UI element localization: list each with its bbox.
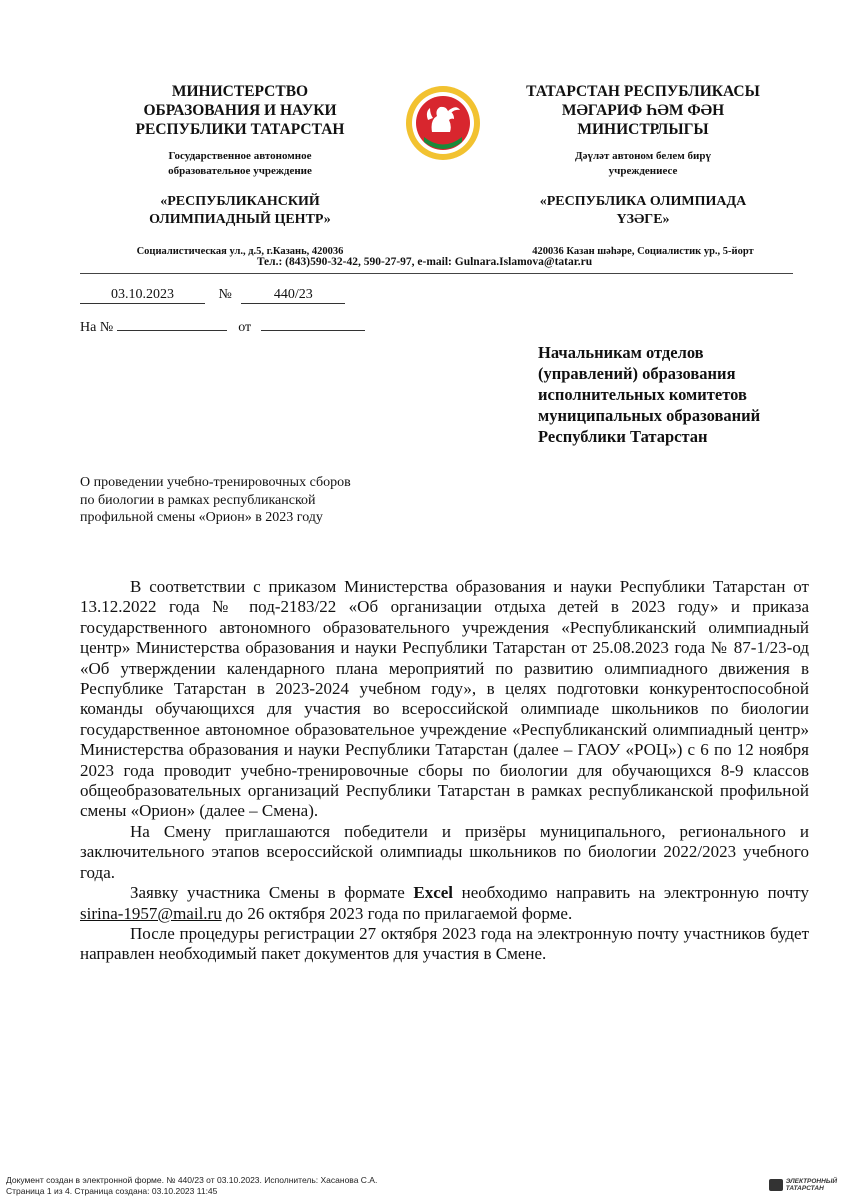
ministry-name-tt: ТАТАРСТАН РЕСПУБЛИКАСЫ МӘГАРИФ ҺӘМ ФӘН МИНИСТРЛЫГЫ	[526, 83, 760, 138]
reference-date	[261, 330, 365, 331]
p3-excel-bold: Excel	[413, 883, 454, 903]
addressee: Начальникам отделов (управлений) образования исполнительных комитетов муниципальных образований Республики Татарстан	[538, 343, 761, 446]
logo-line-1: ЭЛЕКТРОННЫЙ	[785, 1178, 837, 1185]
registration-date: 03.10.2023	[80, 287, 205, 304]
contacts-line: Тел.: (843)590-32-42, 590-27-97, e-mail: Gulnara.Islamova@tatar.ru	[256, 256, 593, 268]
registration-number-label: №	[218, 287, 232, 302]
reference-label: На №	[80, 320, 114, 335]
reference-from-label: от	[238, 320, 252, 335]
institution-type-tt: Дәүләт автоном белем бирү учреждениесе	[575, 150, 711, 177]
electronic-tatarstan-logo	[769, 1178, 837, 1192]
tatarstan-emblem-icon	[404, 82, 482, 164]
footer-line-2: Страница 1 из 4. Страница создана: 03.10.2023 11:45	[6, 1186, 218, 1196]
body-paragraph-2: На Смену приглашаются победители и призёры муниципального, регионального и заключительного этапов всероссийской олимпиады школьников по биологии 2022/2023 учебного года.	[80, 821, 809, 882]
ministry-name-ru: МИНИСТЕРСТВО ОБРАЗОВАНИЯ И НАУКИ РЕСПУБЛИКИ ТАТАРСТАН	[135, 83, 345, 138]
reference-line	[80, 320, 365, 336]
header-divider	[80, 273, 793, 274]
registration-number: 440/23	[241, 287, 345, 304]
address-tt: 420036 Казан шәһәре, Социалистик ур., 5-йорт	[532, 246, 754, 257]
address-ru: Социалистическая ул., д.5, г.Казань, 420036	[136, 246, 344, 257]
header-left-block	[90, 82, 390, 258]
p3-text-b: необходимо направить на электронную почту	[453, 883, 809, 903]
reference-number	[117, 330, 227, 331]
letter-body	[80, 577, 809, 965]
institution-name-ru: «РЕСПУБЛИКАНСКИЙ ОЛИМПИАДНЫЙ ЦЕНТР»	[149, 194, 331, 227]
registration-line	[80, 287, 345, 304]
logo-line-2: ТАТАРСТАН	[785, 1185, 824, 1192]
document-footer	[6, 1175, 377, 1197]
institution-name-tt: «РЕСПУБЛИКА ОЛИМПИАДА ҮЗӘГЕ»	[539, 194, 747, 227]
body-paragraph-4: После процедуры регистрации 27 октября 2023 года на электронную почту участников будет направлен необходимый пакет документов для участия в Смене.	[80, 923, 809, 964]
institution-type-ru: Государственное автономное образовательное учреждение	[168, 150, 312, 177]
p3-text-c: до 26 октября 2023 года по прилагаемой форме.	[221, 903, 573, 923]
subject: О проведении учебно-тренировочных сборов по биологии в рамках республиканской профильной смены «Орион» в 2023 году	[80, 475, 351, 525]
email-link[interactable]: sirina-1957@mail.ru	[80, 903, 222, 923]
header-right-block	[478, 82, 808, 258]
p3-text-a: Заявку участника Смены в формате	[130, 883, 414, 903]
footer-line-1: Документ создан в электронной форме. № 440/23 от 03.10.2023. Исполнитель: Хасанова С.А.	[6, 1175, 378, 1185]
body-paragraph-3	[80, 883, 809, 924]
body-paragraph-1: В соответствии с приказом Министерства образования и науки Республики Татарстан от 13.12.2022 года № под-2183/22 «Об организации отдыха детей в 2023 году» и приказа государственного автономного образовательного учреждения «Республиканский олимпиадный центр» Министерства образования и науки Республики Татарстан от 25.08.2023 года № 87-1/23-од «Об утверждении календарного плана мероприятий по развитию олимпиадного движения в Республике Татарстан в 2023-2024 учебном году», в целях подготовки конкурентоспособной команды обучающихся для участия во всероссийской олимпиаде школьников по биологии государственное автономное образовательное учреждение «Республиканский олимпиадный центр» Министерства образования и науки Республики Татарстан (далее – ГАОУ «РОЦ») с 6 по 12 ноября 2023 года проводит учебно-тренировочные сборы по биологии для обучающихся 8-9 классов общеобразовательных организаций Республики Татарстан в рамках республиканской профильной смены «Орион» (далее – Смена).	[80, 577, 809, 821]
electronic-tatarstan-logo-icon	[769, 1179, 783, 1191]
